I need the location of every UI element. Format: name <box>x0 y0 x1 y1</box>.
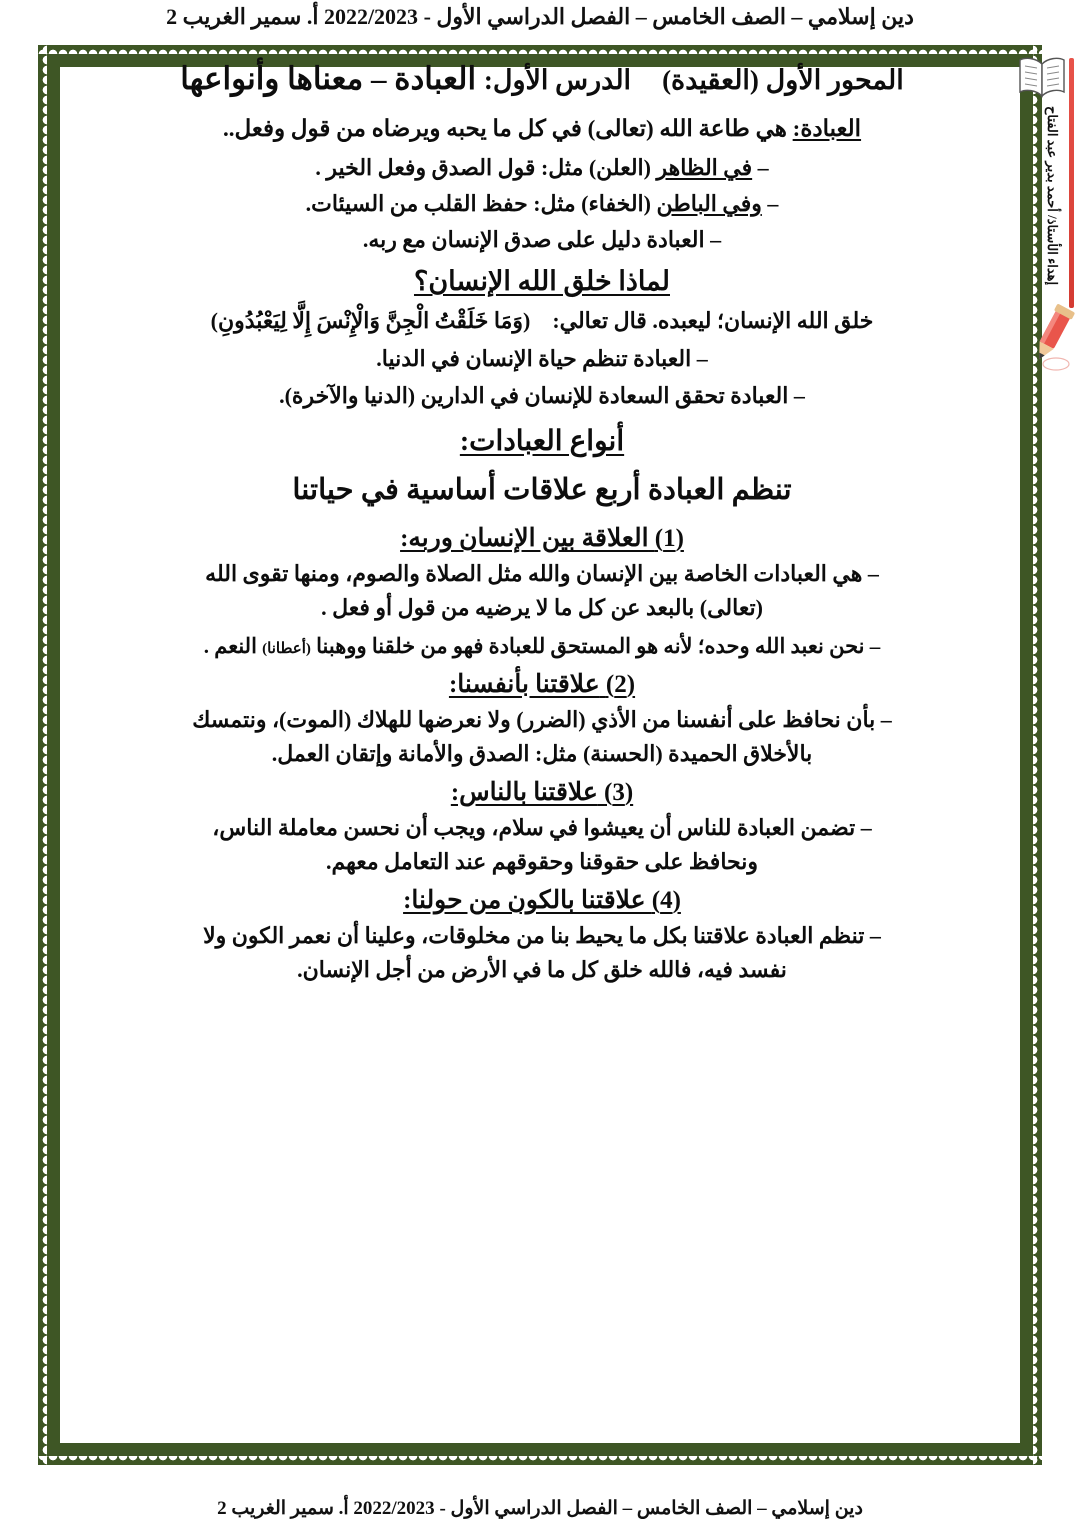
relation-body-3 <box>62 811 1022 879</box>
relation-body-2 <box>62 703 1022 771</box>
relation-body-line: – تنظم العبادة علاقتنا بكل ما يحيط بنا من مخلوقات، وعلينا أن نعمر الكون ولا <box>203 922 881 948</box>
relation-extra-gloss: (أعطانا) <box>262 641 311 658</box>
relation-number: (4) <box>651 886 681 914</box>
relation-body-line: – بأن نحافظ على أنفسنا من الأذي (الضرر) ولا نعرضها للهلاك (الموت)، ونتمسك <box>192 706 892 732</box>
running-footer: دين إسلامي – الصف الخامس – الفصل الدراسي الأول - 2022/2023 أ. سمير الغريب 2 <box>217 1498 863 1519</box>
evidence-line: – العبادة دليل على صدق الإنسان مع ربه. <box>362 226 722 252</box>
why-point: – العبادة تحقق السعادة للإنسان في الدارين (الدنيا والآخرة). <box>279 382 805 408</box>
title-lesson-name: العبادة – معناها وأنواعها <box>180 61 477 96</box>
quran-verse: (وَمَا خَلَقْتُ الْجِنَّ وَالْإِنْسَ إِلَّا لِيَعْبُدُونِ) <box>210 307 531 333</box>
verse-line <box>62 305 1022 337</box>
why-point: – العبادة تنظم حياة الإنسان في الدنيا. <box>376 345 708 371</box>
relation-body-line: – هي العبادات الخاصة بين الإنسان والله مثل الصلاة والصوم، ومنها تقوى الله <box>205 560 879 586</box>
relation-number: (1) <box>654 524 684 552</box>
relation-body-1 <box>62 557 1022 625</box>
relation-title: العلاقة بين الإنسان وربه: <box>400 524 649 552</box>
frame-scallop-right <box>1033 45 1042 1465</box>
verse-prefix: خلق الله الإنسان؛ ليعبده. قال تعالي: <box>552 307 874 333</box>
dedication-text: إهداء الأستاذ/ أحمد بدير عبد الفتاح <box>1045 106 1060 286</box>
definition-bullet <box>62 151 1022 184</box>
bullet-dash: – <box>757 154 769 180</box>
relation-body-line: ونحافظ على حقوقنا وحقوقهم عند التعامل معهم. <box>326 848 758 874</box>
relation-extra-1 <box>62 631 1022 663</box>
bullet-rest: (العلن) مثل: قول الصدق وفعل الخير . <box>315 154 651 180</box>
title-unit: المحور الأول (العقيدة) <box>662 65 904 95</box>
relation-body-4 <box>62 919 1022 987</box>
relation-heading-1 <box>62 523 1022 553</box>
definition-bullet <box>62 187 1022 220</box>
bullet-underlined: وفي الباطن <box>656 190 762 216</box>
relation-number: (3) <box>604 778 634 806</box>
red-vertical-rule <box>1069 58 1074 308</box>
relation-body-line: بالأخلاق الحميدة (الحسنة) مثل: الصدق والأمانة وإتقان العمل. <box>271 740 813 766</box>
bullet-underlined: في الظاهر <box>656 154 753 180</box>
relation-body-line: – تضمن العبادة للناس أن يعيشوا في سلام، ويجب أن نحسن معاملة الناس، <box>212 814 872 840</box>
title-lesson-label: الدرس الأول: <box>483 65 632 95</box>
relation-title: علاقتنا بالكون من حولنا: <box>403 886 646 914</box>
types-heading: أنواع العبادات: <box>459 425 625 457</box>
bullet-rest: (الخفاء) مثل: حفظ القلب من السيئات. <box>305 190 651 216</box>
lesson-content <box>62 60 1022 1460</box>
relation-title: علاقتنا بأنفسنا: <box>448 670 600 698</box>
relation-extra-before: – نحن نعبد الله وحده؛ لأنه هو المستحق للعبادة فهو من خلقنا ووهبنا <box>316 634 881 659</box>
relation-extra-after: النعم . <box>203 634 257 659</box>
relation-heading-2 <box>62 669 1022 699</box>
frame-scallop-left <box>38 45 47 1465</box>
relation-body-line: (تعالى) بالبعد عن كل ما لا يرضيه من قول أو فعل . <box>321 594 763 620</box>
relation-body-line: نفسد فيه، فالله خلق كل ما في الأرض من أجل الإنسان. <box>297 956 787 982</box>
definition-term: العبادة: <box>792 115 862 141</box>
definition-line <box>62 113 1022 145</box>
relation-heading-3 <box>62 777 1022 807</box>
bullet-dash: – <box>767 190 779 216</box>
relation-number: (2) <box>605 670 636 698</box>
definition-text: هي طاعة الله (تعالى) في كل ما يحبه ويرضاه من قول وفعل.. <box>222 115 787 141</box>
why-heading: لماذا خلق الله الإنسان؟ <box>413 265 670 296</box>
relation-heading-4 <box>62 885 1022 915</box>
types-statement: تنظم العبادة أربع علاقات أساسية في حياتنا <box>292 473 792 506</box>
relation-title: علاقتنا بالناس: <box>450 778 598 806</box>
frame-scallop-top <box>38 45 1042 54</box>
page-title <box>62 60 1022 99</box>
running-header: دين إسلامي – الصف الخامس – الفصل الدراسي الأول - 2022/2023 أ. سمير الغريب 2 <box>166 4 914 29</box>
